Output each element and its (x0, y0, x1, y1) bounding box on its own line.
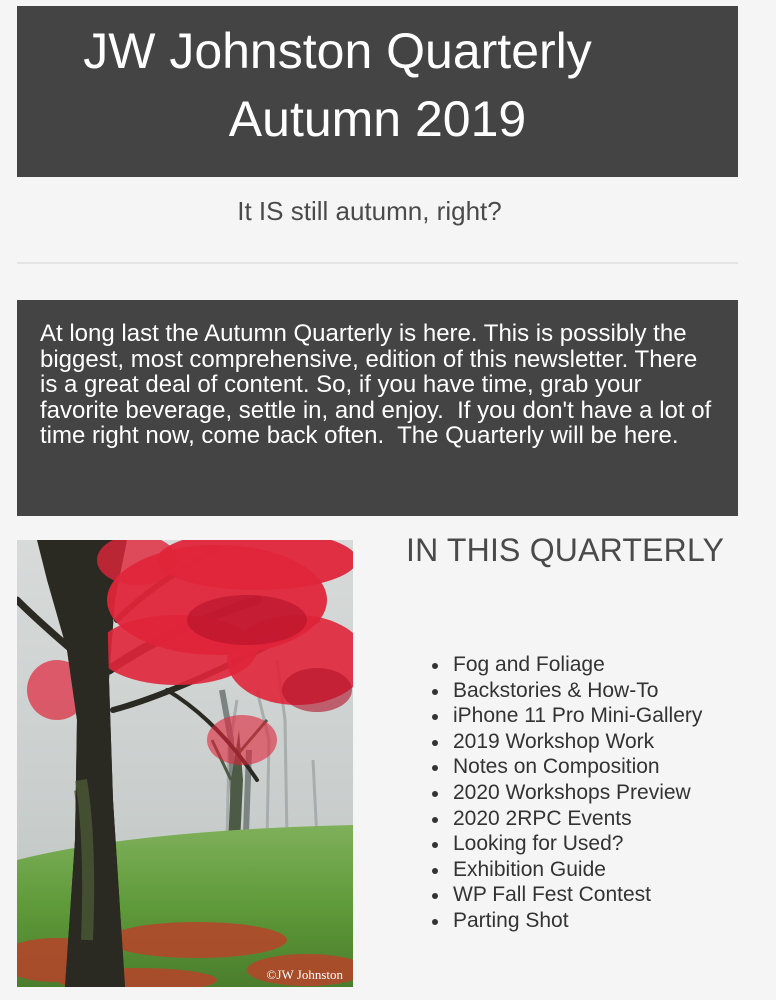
autumn-tree-photo (17, 540, 353, 987)
toc-item[interactable]: iPhone 11 Pro Mini-Gallery (453, 704, 703, 728)
toc-item[interactable]: 2020 Workshops Preview (453, 780, 702, 806)
toc-heading: IN THIS QUARTERLY (406, 532, 725, 568)
toc-list (453, 652, 702, 934)
masthead-title-line2: Autumn 2019 (228, 91, 527, 147)
toc-item[interactable]: Fog and Foliage (453, 652, 702, 678)
toc-item[interactable]: Looking for Used? (453, 831, 702, 857)
masthead (17, 6, 738, 177)
masthead-title (17, 18, 738, 152)
toc-item[interactable]: Backstories & How-To (453, 678, 702, 704)
photo-credit: ©JW Johnston (266, 967, 343, 982)
divider (17, 262, 738, 264)
intro-text: At long last the Autumn Quarterly is here. This is possibly the biggest, most comprehensive, edition of this newsletter. There is a great deal of content. So, if you have time, grab your favorite beverage, settle in, and enjoy. If you don't have a lot of time right now, come back often. The Quarterly will be here. (40, 320, 718, 450)
toc-item[interactable]: WP Fall Fest Contest (453, 882, 702, 908)
toc-item[interactable]: Exhibition Guide (453, 857, 702, 883)
toc-item[interactable]: Parting Shot (453, 908, 702, 934)
toc-item[interactable]: Notes on Composition (453, 754, 702, 780)
toc-item[interactable]: 2019 Workshop Work (453, 729, 702, 755)
intro-panel (17, 300, 738, 516)
masthead-title-line1: JW Johnston Quarterly (83, 23, 592, 79)
toc-item[interactable]: 2020 2RPC Events (453, 806, 702, 832)
subtitle: It IS still autumn, right? (237, 196, 502, 226)
autumn-tree-illustration (17, 540, 353, 987)
